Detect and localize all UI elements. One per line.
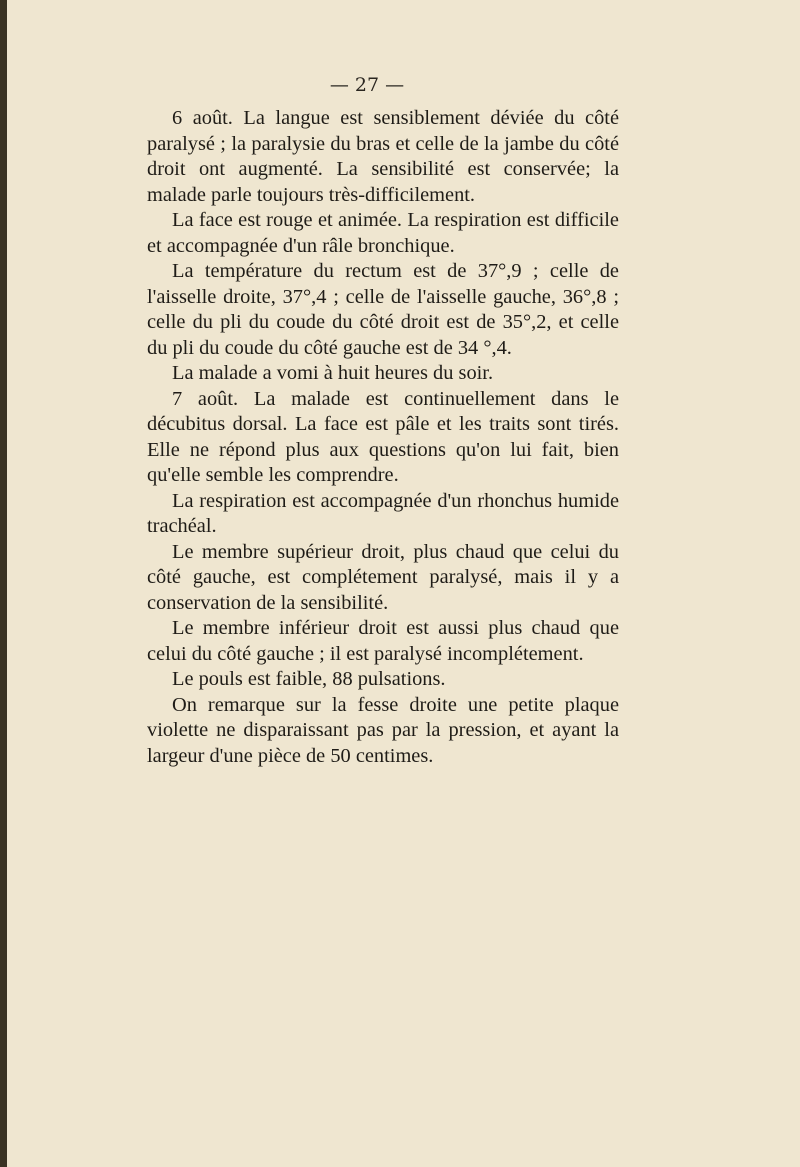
paragraph-6-aout: 6 août. La langue est sensiblement déviée du côté paralysé ; la paralysie du bras et celle de la jambe du côté droit ont augmenté. La sensibilité est conservée; la malade parle toujours très-difficilement. xyxy=(147,107,619,206)
body-text xyxy=(147,106,619,769)
paragraph-membre-superieur: Le membre supérieur droit, plus chaud que celui du côté gauche, est complétement paralysé, mais il y a conservation de la sensibilité. xyxy=(147,540,619,614)
paragraph-vomi: La malade a vomi à huit heures du soir. xyxy=(172,362,494,384)
paragraph-temperature: La température du rectum est de 37°,9 ; celle de l'aisselle droite, 37°,4 ; celle de l'aisselle gauche, 36°,8 ; celle du pli du coude du côté droit est de 35°,2, et celle du pli du coude du côté gauche est de 34 °,4. xyxy=(147,260,619,359)
paragraph-face-rouge: La face est rouge et animée. La respiration est difficile et accompagnée d'un râle bronchique. xyxy=(147,209,619,257)
paragraph-membre-inferieur: Le membre inférieur droit est aussi plus chaud que celui du côté gauche ; il est paralysé incomplétement. xyxy=(147,617,619,665)
page-number: — 27 — xyxy=(329,74,405,96)
paragraph-pouls: Le pouls est faible, 88 pulsations. xyxy=(172,668,446,690)
paragraph-plaque: On remarque sur la fesse droite une petite plaque violette ne disparaissant pas par la pression, et ayant la largeur d'une pièce de 50 centimes. xyxy=(147,693,619,767)
paragraph-7-aout: 7 août. La malade est continuellement dans le décubitus dorsal. La face est pâle et les traits sont tirés. Elle ne répond plus aux questions qu'on lui fait, bien qu'elle semble les comprendre. xyxy=(147,387,619,486)
paragraph-respiration: La respiration est accompagnée d'un rhonchus humide trachéal. xyxy=(147,489,619,537)
